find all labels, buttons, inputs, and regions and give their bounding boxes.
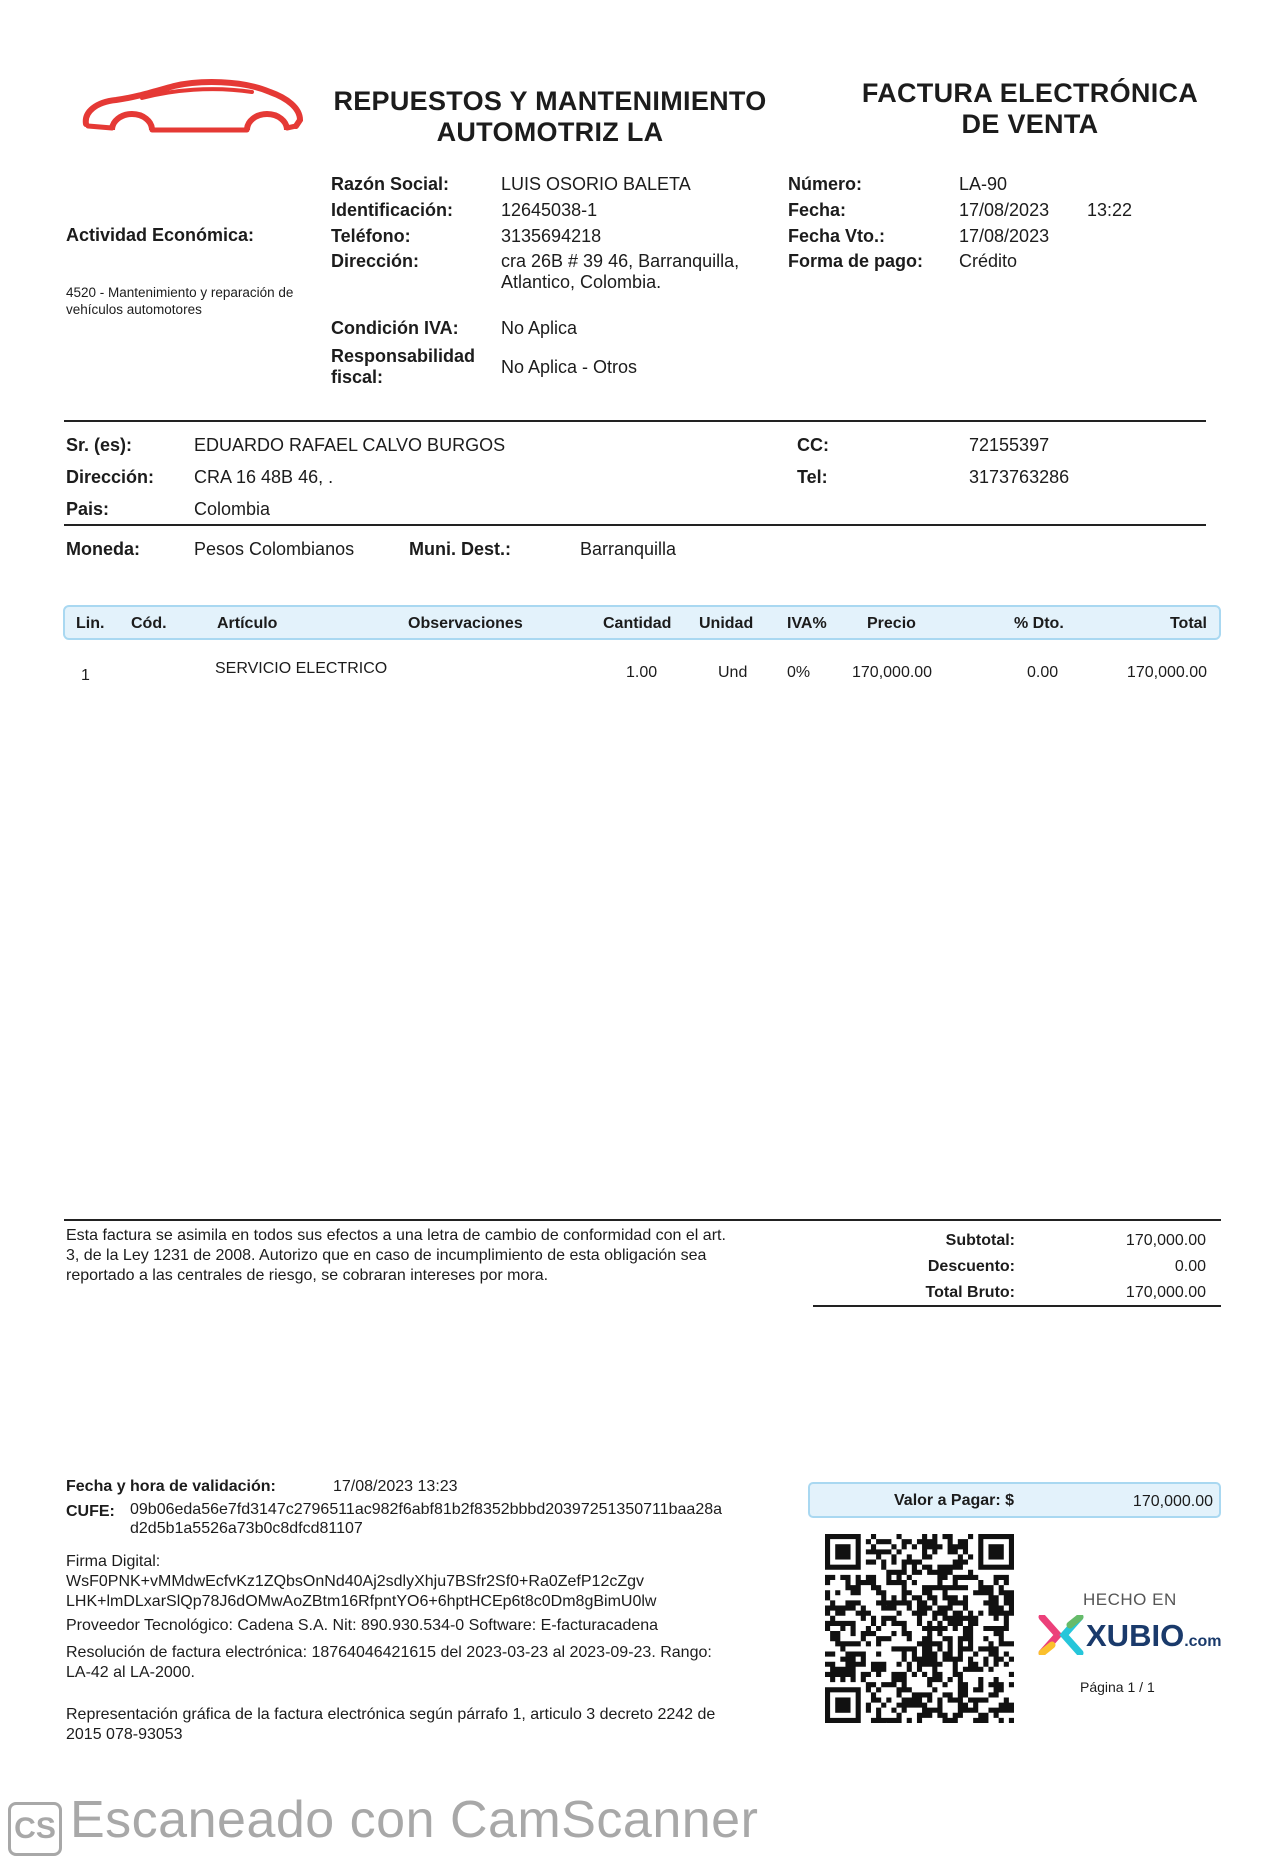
divider [64,524,1206,526]
cc-label: CC: [797,435,829,455]
legal-text [66,1226,726,1286]
descuento-value: 0.00 [1174,1258,1206,1275]
validacion-value: 17/08/2023 13:23 [333,1478,458,1495]
cufe-line1: 09b06eda56e7fd3147c2796511ac982f6abf81b2f8352bbbd20397251350711baa28a [130,1501,723,1518]
firma-line1: WsF0PNK+vMMdwEcfvKz1ZQbsOnNd40Aj2sdlyXhju7BSfr2Sf0+Ra0ZefP12cZgv [66,1573,645,1590]
direccion-line1: cra 26B # 39 46, Barranquilla, [501,251,740,271]
responsabilidad-label [331,346,475,388]
direccion-value [501,251,739,293]
direccion-label: Dirección: [331,251,420,271]
cell-lin: 1 [81,667,90,684]
total-bruto-label: Total Bruto: [925,1284,1015,1301]
validacion-label: Fecha y hora de validación: [66,1478,276,1495]
divider [64,420,1206,422]
col-total: Total [1169,615,1207,632]
cell-unidad: Und [718,664,748,681]
activity-desc-line1: 4520 - Mantenimiento y reparación de [66,285,294,300]
cell-cantidad: 1.00 [626,664,658,681]
xubio-x-icon [1038,1615,1084,1655]
cell-total: 170,000.00 [1126,664,1207,681]
cell-precio: 170,000.00 [852,664,933,681]
col-dto: % Dto. [1014,615,1064,632]
representacion-grafica [66,1705,715,1745]
identificacion-value: 12645038-1 [501,200,598,220]
cell-articulo: SERVICIO ELECTRICO [215,660,388,677]
xubio-brand-name: XUBIO [1086,1618,1185,1653]
xubio-brand-suffix: .com [1184,1633,1222,1650]
firma-line2: LHK+lmDLxarSlQp78J6dOMwAoZBtm16RfpntYO6+6hptHCEp6t8c0Dm8gBimU0lw [66,1593,657,1610]
cliente-tel-value: 3173763286 [969,467,1070,487]
qr-code-icon [825,1534,1014,1723]
divider [813,1305,1221,1307]
direccion-line2: Atlantico, Colombia. [501,272,662,292]
muni-dest-label: Muni. Dest.: [409,539,511,559]
proveedor-tecnologico: Proveedor Tecnológico: Cadena S.A. Nit: 890.930.534-0 Software: E-facturacadena [66,1617,659,1634]
cliente-value: EDUARDO RAFAEL CALVO BURGOS [194,435,506,455]
items-table-header [63,605,1221,640]
pais-label: Pais: [66,499,110,519]
xubio-brand [1086,1618,1222,1654]
activity-label: Actividad Económica: [66,225,255,245]
identificacion-label: Identificación: [331,200,454,220]
document-title [830,78,1230,140]
fecha-vto-value: 17/08/2023 [959,226,1050,246]
responsabilidad-value: No Aplica - Otros [501,357,638,377]
cufe-line2: d2d5b1a5526a73b0c8dfcd81107 [130,1520,363,1537]
valor-a-pagar-box [808,1482,1221,1518]
col-unidad: Unidad [699,615,754,632]
cliente-label: Sr. (es): [66,435,133,455]
hora-value: 13:22 [1087,200,1133,220]
document-title-line2: DE VENTA [961,109,1099,139]
condicion-iva-value: No Aplica [501,318,578,338]
legal-line1: Esta factura se asimila en todos sus efectos a una letra de cambio de conformidad con el art. [66,1227,726,1244]
razon-social-label: Razón Social: [331,174,450,194]
cell-iva: 0% [787,664,811,681]
subtotal-value: 170,000.00 [1125,1232,1206,1249]
activity-description [66,284,293,318]
cell-dto: 0.00 [1027,664,1059,681]
col-precio: Precio [867,615,916,632]
camscanner-watermark: Escaneado con CamScanner [70,1791,759,1849]
responsabilidad-label-line1: Responsabilidad [331,346,476,366]
pais-value: Colombia [194,499,271,519]
moneda-value: Pesos Colombianos [194,539,355,559]
document-title-line1: FACTURA ELECTRÓNICA [861,78,1199,108]
numero-label: Número: [788,174,863,194]
numero-value: LA-90 [959,174,1008,194]
telefono-value: 3135694218 [501,226,602,246]
col-observaciones: Observaciones [408,615,523,632]
fecha-value: 17/08/2023 [959,200,1050,220]
representacion-line2: 2015 078-93053 [66,1726,183,1743]
cufe-label: CUFE: [66,1503,115,1520]
car-logo-icon [82,78,304,142]
valor-a-pagar-value: 170,000.00 [1132,1493,1213,1510]
total-bruto-value: 170,000.00 [1125,1284,1206,1301]
subtotal-label: Subtotal: [945,1232,1015,1249]
company-name-line2: AUTOMOTRIZ LA [436,117,664,147]
cufe-value [130,1500,722,1538]
col-iva: IVA% [787,615,827,632]
fecha-vto-label: Fecha Vto.: [788,226,886,246]
cliente-tel-label: Tel: [797,467,828,487]
company-name [310,86,790,148]
col-articulo: Artículo [217,615,278,632]
telefono-label: Teléfono: [331,226,411,246]
legal-line3: reportado a las centrales de riesgo, se cobraran intereses por mora. [66,1267,549,1284]
cc-value: 72155397 [969,435,1050,455]
razon-social-value: LUIS OSORIO BALETA [501,174,691,194]
legal-line2: 3, de la Ley 1231 de 2008. Autorizo que en caso de incumplimiento de esta obligación sea [66,1247,707,1264]
resolucion [66,1643,712,1683]
activity-desc-line2: vehículos automotores [66,302,202,317]
col-cantidad: Cantidad [603,615,672,632]
resolucion-line1: Resolución de factura electrónica: 18764046421615 del 2023-03-23 al 2023-09-23. Rango: [66,1644,712,1661]
fecha-label: Fecha: [788,200,847,220]
col-lin: Lin. [76,615,105,632]
descuento-label: Descuento: [927,1258,1015,1275]
firma-label: Firma Digital: [66,1553,161,1570]
forma-pago-label: Forma de pago: [788,251,924,271]
col-cod: Cód. [131,615,167,632]
table-row [63,652,1221,692]
hecho-en-label: HECHO EN [1083,1590,1177,1609]
cliente-direccion-value: CRA 16 48B 46, . [194,467,334,487]
camscanner-logo-icon: CS [8,1802,62,1856]
condicion-iva-label: Condición IVA: [331,318,459,338]
page-number: Página 1 / 1 [1080,1679,1155,1695]
moneda-label: Moneda: [66,539,140,559]
company-name-line1: REPUESTOS Y MANTENIMIENTO [333,86,767,116]
cliente-direccion-label: Dirección: [66,467,155,487]
responsabilidad-label-line2: fiscal: [331,367,384,387]
firma-digital [66,1552,656,1612]
resolucion-line2: LA-42 al LA-2000. [66,1664,195,1681]
valor-a-pagar-label: Valor a Pagar: $ [894,1492,1015,1509]
muni-dest-value: Barranquilla [580,539,677,559]
divider [64,1219,1221,1221]
forma-pago-value: Crédito [959,251,1018,271]
representacion-line1: Representación gráfica de la factura electrónica según párrafo 1, articulo 3 decreto 2242 de [66,1706,716,1723]
